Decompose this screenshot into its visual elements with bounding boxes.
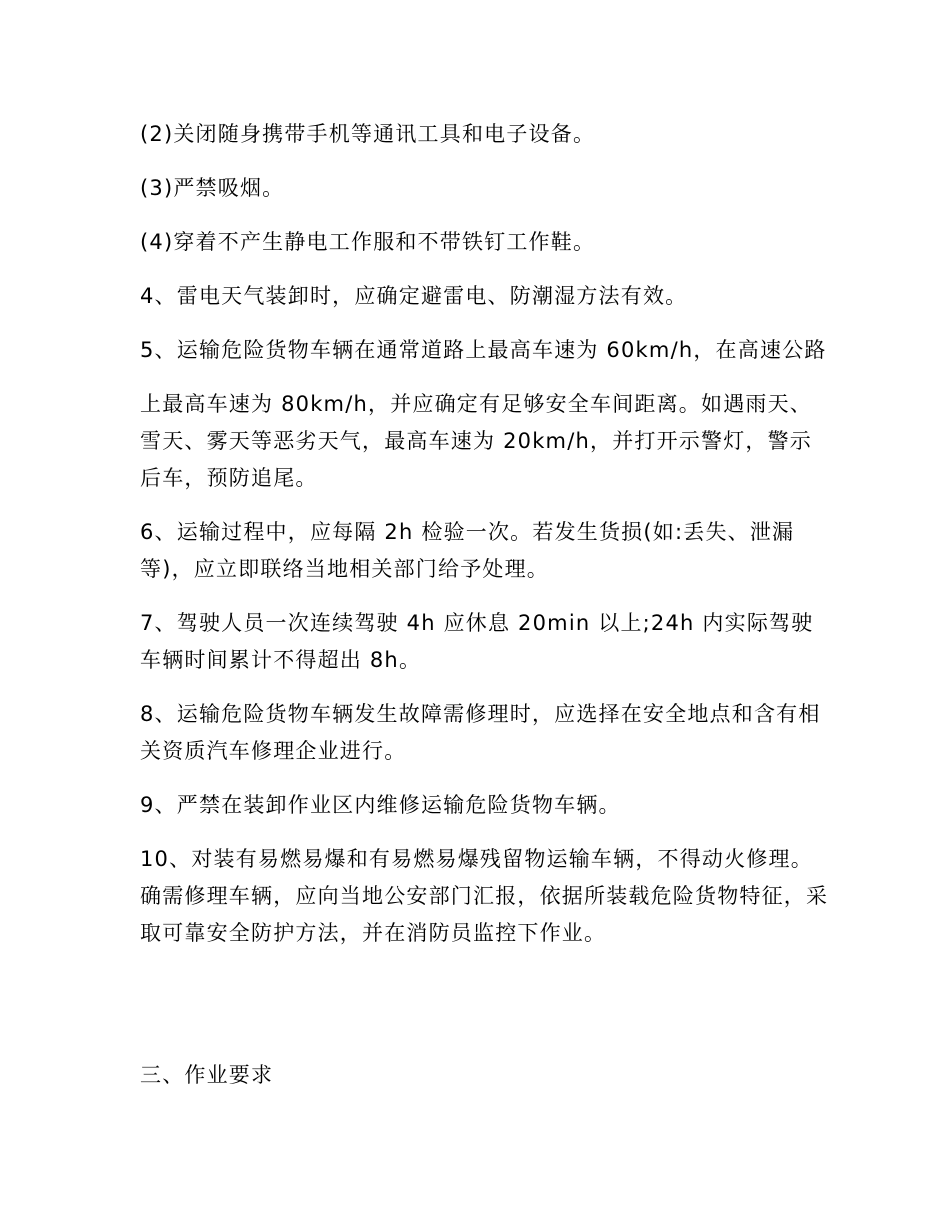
paragraph-rule-10: 10、对装有易燃易爆和有易燃易爆残留物运输车辆，不得动火修理。确需修理车辆，应向当地公安部门汇报，依据所装载危险货物特征，采取可靠安全防护方法，并在消防员监控下作业。 <box>140 847 829 945</box>
paragraph-item-3: (3)严禁吸烟。 <box>140 176 285 200</box>
document-body <box>140 116 830 969</box>
paragraph-rule-6: 6、运输过程中，应每隔 2h 检验一次。若发生货损(如:丢失、泄漏等)，应立即联络当地相关部门给予处理。 <box>140 520 795 581</box>
paragraph-item-4: (4)穿着不产生静电工作服和不带铁钉工作鞋。 <box>140 230 596 254</box>
paragraph-rule-5-continued: 上最高车速为 80km/h，并应确定有足够安全车间距离。如遇雨天、雪天、雾天等恶劣天气，最高车速为 20km/h，并打开示警灯，警示后车，预防追尾。 <box>140 392 812 490</box>
paragraph-item-2: (2)关闭随身携带手机等通讯工具和电子设备。 <box>140 122 596 146</box>
section-heading: 三、作业要求 <box>140 1063 274 1087</box>
paragraph-rule-9: 9、严禁在装卸作业区内维修运输危险货物车辆。 <box>140 793 621 817</box>
paragraph-rule-7: 7、驾驶人员一次连续驾驶 4h 应休息 20min 以上;24h 内实际驾驶车辆时间累计不得超出 8h。 <box>140 611 814 672</box>
paragraph-rule-4: 4、雷电天气装卸时，应确定避雷电、防潮湿方法有效。 <box>140 284 688 308</box>
paragraph-rule-5: 5、运输危险货物车辆在通常道路上最高车速为 60km/h，在高速公路 <box>140 338 827 362</box>
paragraph-rule-8: 8、运输危险货物车辆发生故障需修理时，应选择在安全地点和含有相关资质汽车修理企业进行。 <box>140 702 821 763</box>
